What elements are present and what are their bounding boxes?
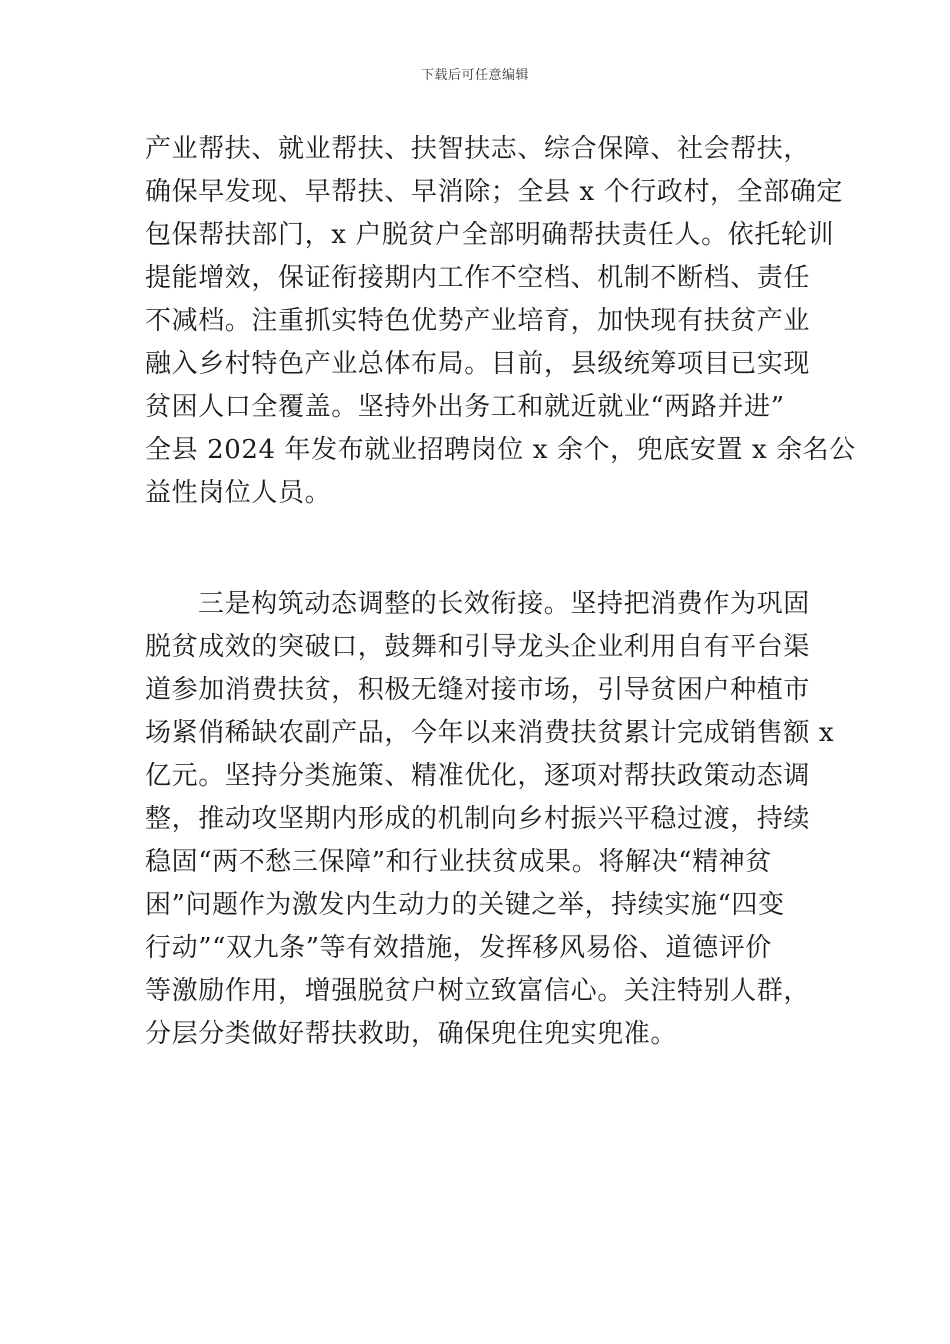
document-body bbox=[145, 128, 856, 1056]
text-line: 包保帮扶部门，x 户脱贫户全部明确帮扶责任人。依托轮训 bbox=[145, 220, 835, 250]
text-line-first: 三是构筑动态调整的长效衔接。坚持把消费作为巩固 bbox=[198, 589, 810, 619]
text-line: 贫困人口全覆盖。坚持外出务工和就近就业“两路并进” bbox=[145, 392, 785, 422]
text-line: 困”问题作为激发内生动力的关键之举，持续实施“四变 bbox=[145, 890, 785, 920]
text-line: 脱贫成效的突破口，鼓舞和引导龙头企业利用自有平台渠 bbox=[145, 632, 811, 662]
text-line: 亿元。坚持分类施策、精准优化，逐项对帮扶政策动态调 bbox=[145, 761, 811, 791]
text-line: 确保早发现、早帮扶、早消除；全县 x 个行政村，全部确定 bbox=[145, 177, 843, 207]
text-line: 分层分类做好帮扶救助，确保兜住兜实兜准。 bbox=[145, 1019, 678, 1049]
paragraph-spacer bbox=[145, 515, 810, 583]
page-header: 下载后可任意编辑 bbox=[420, 68, 529, 83]
text-line: 益性岗位人员。 bbox=[145, 478, 332, 508]
paragraph-2 bbox=[145, 583, 835, 1056]
text-line: 全县 2024 年发布就业招聘岗位 x 余个，兜底安置 x 余名公 bbox=[145, 435, 856, 465]
paragraph-1 bbox=[145, 128, 856, 515]
text-line: 提能增效，保证衔接期内工作不空档、机制不断档、责任 bbox=[145, 263, 811, 293]
text-line: 等激励作用，增强脱贫户树立致富信心。关注特别人群， bbox=[145, 976, 811, 1006]
text-line: 道参加消费扶贫，积极无缝对接市场，引导贫困户种植市 bbox=[145, 675, 811, 705]
text-line: 不减档。注重抓实特色优势产业培育，加快现有扶贫产业 bbox=[145, 306, 811, 336]
text-line: 稳固“两不愁三保障”和行业扶贫成果。将解决“精神贫 bbox=[145, 847, 772, 877]
text-line: 整，推动攻坚期内形成的机制向乡村振兴平稳过渡，持续 bbox=[145, 804, 811, 834]
text-line: 融入乡村特色产业总体布局。目前，县级统筹项目已实现 bbox=[145, 349, 811, 379]
text-line: 场紧俏稀缺农副产品，今年以来消费扶贫累计完成销售额 x bbox=[145, 718, 835, 748]
text-line: 行动”“双九条”等有效措施，发挥移风易俗、道德评价 bbox=[145, 933, 772, 963]
text-line: 产业帮扶、就业帮扶、扶智扶志、综合保障、社会帮扶， bbox=[145, 134, 811, 164]
